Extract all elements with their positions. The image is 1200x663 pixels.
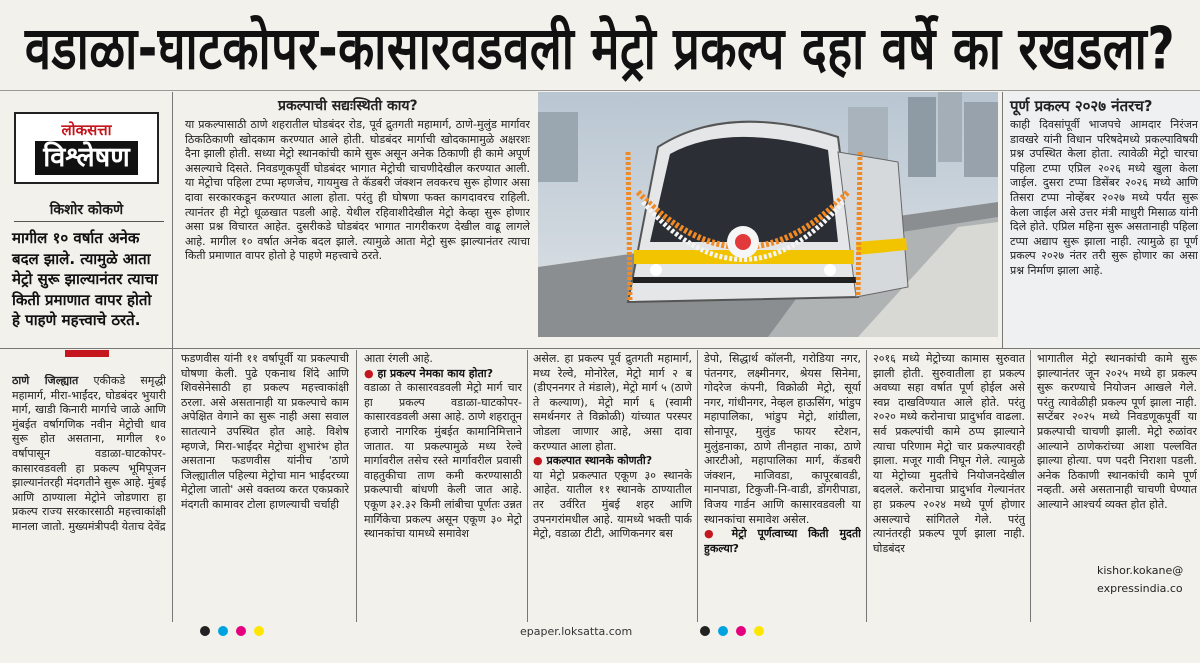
accent-bar [65, 350, 109, 357]
pull-quote: मागील १० वर्षात अनेक बदल झाले. त्यामुळे आता मेट्रो सुरू झाल्यानंतर त्याचा किती प्रमाणात वापर होतो हे पाहणे महत्त्वाचे ठरते. [12, 229, 158, 329]
sidebar-rule [1002, 92, 1003, 348]
column-1 [12, 374, 166, 620]
column-4 [533, 352, 692, 620]
author-signature: kishor.kokane@ expressindia.co [1097, 564, 1184, 595]
column-rule-4 [697, 350, 698, 622]
brand-top: लोकसत्ता [61, 121, 112, 139]
headline-text: वडाळा-घाटकोपर-कासारवडवली मेट्रो प्रकल्प दहा वर्षे का रखडला? [24, 14, 1176, 84]
column-5 [704, 352, 861, 620]
column-1-body: एकीकडे समृद्धी महामार्ग, मीरा-भाईंदर, घोडबंदर भुयारी मार्ग, खाडी किनारी मार्गाचे जाळे आणि मुंबईत वर्षागणिक नवीन मेट्रोची धाव सुरू होत असताना, मागील १० वर्षापासून वडाळा-घाटकोपर-कासारवडवली हा प्रकल्प भूमिपूजन झाल्यानंतरही मंदगतीने सुरू आहे. मुंबई आणि ठाण्याला मेट्रोने जोडणारा हा प्रकल्प राज्य सरकारसाठी महत्त्वाकांक्षी मानला जातो. मुख्यमंत्रीपदी येताच देवेंद्र [12, 374, 166, 533]
column-3 [364, 352, 522, 620]
column-2: फडणवीस यांनी ११ वर्षापूर्वी या प्रकल्पाची घोषणा केली. पुढे एकनाथ शिंदे आणि शिवसेनेसाठी हा प्रकल्प महत्त्वाकांक्षी ठरला. असे असतानाही या प्रकल्पाचे काम अपेक्षित वेगाने का सुरू नाही असा सवाल सातत्याने उपस्थित होत आहे. विशेष म्हणजे, मिरा-भाईंदर मेट्रोचा शुभारंभ होत असताना फडणवीस यांनीच 'ठाणे जिल्ह्यातील पहिल्या मेट्रोचा मान भाईंदरच्या मेट्रोला जातो' असे वक्तव्य करत एकप्रकारे मंदगती कामावर टोला हाणल्याची चर्चाही [181, 352, 349, 511]
column-rule-6 [1030, 350, 1031, 622]
column-4-body-2: या मेट्रो प्रकल्पात एकूण ३० स्थानके आहेत. यातील ११ स्थानके ठाण्यातील तर उर्वरित मुंबई शहर आणि उपनगरांमधील आहे. यामध्ये भक्ती पार्क मेट्रो, वडाळा टीटी, आणिकनगर बस [533, 468, 692, 541]
sidebar-body: काही दिवसांपूर्वी भाजपचे आमदार निरंजन डावखरे यांनी विधान परिषदेमध्ये प्रकल्पाविषयी प्रश्न उपस्थित केला होता. त्यावेळी मेट्रो चारचा पहिला टप्पा एप्रिल २०२६ मध्ये खुला केला जाईल. दुसरा टप्पा डिसेंबर २०२६ मध्ये आणि तिसरा टप्पा नोव्हेंबर २०२७ मध्ये पर्यंत सुरू केला जाईल असे उत्तर मंत्री माधुरी मिसाळ यांनी दिले होते. एप्रिल महिना सुरू असतानाही पहिला टप्पा अद्याप सुरू झाला नाही. त्यामुळे हा पूर्ण प्रकल्प २०२७ नंतर तरी सुरू होणार का असा प्रश्न निर्माण झाला आहे. [1010, 118, 1198, 277]
author-name: किशोर कोकणे [49, 202, 124, 218]
column-rule-1 [172, 92, 173, 622]
column-5-body: डेपो, सिद्धार्थ कॉलनी, गरोडिया नगर, पंतनगर, लक्ष्मीनगर, श्रेयस सिनेमा, गोदरेज कंपनी, विक्रोळी मेट्रो, सूर्या नगर, गांधीनगर, नेव्हल हाऊसिंग, भांडुप महापालिका, भांडुप मेट्रो, शांग्रीला, सोनापूर, मुलुंड फायर स्टेशन, मुलुंडनाका, ठाणे तीनहात नाका, ठाणे आरटीओ, महापालिका मार्ग, कॅडबरी जंक्शन, माजिवडा, कापूरबावडी, मानपाडा, टिकुजी-नि-वाडी, डोंगरीपाडा, विजय गार्डन आणि कासारवडवली या स्थानकांचा समावेश असेल. [704, 352, 861, 526]
headline-rule [0, 90, 1200, 91]
color-registration-right [700, 626, 764, 636]
column-rule-5 [866, 350, 867, 622]
footer-url: epaper.loksatta.com [520, 625, 633, 638]
status-body: या प्रकल्पासाठी ठाणे शहरातील घोडबंदर रोड, पूर्व द्रुतगती महामार्ग, ठाणे-मुलुंड मार्गावर ठिकठिकाणी खोदकाम करण्यात आले होती. घोडबंदर मार्गाची खोदकामामुळे अक्षरशः दैना झाली होती. सध्या मेट्रो स्थानकांची कामे सुरू असून अनेक ठिकाणी ही कामे अपूर्ण असल्याचे दिसते. निवडणूकपूर्वी घोडबंदर भागात मेट्रोची चाचणीदेखील करण्यात आली. या मेट्रोचा पहिला टप्पा म्हणजेच, गायमुख ते कॅडबरी जंक्शन लवकरच सुरू होणार असा दावा सरकारकडून करण्यात आला होता. परंतु ही घोषणा फक्त कागदावरच राहिली. त्यानंतर ही मेट्रो धूळखात पडली आहे. येथील रहिवाशीदेखील मेट्रो केव्हा सुरू होणार असा प्रश्न विचारत आहेत. दुसरीकडे घोडबंदर भागात नागरीकरण देखील वाढू लागले आहे. मागील १० वर्षात अनेक बदल झाले. त्यामुळे आता मेट्रो सुरू झाल्यानंतर त्याचा किती प्रमाणात वापर होतो हे पाहणे महत्त्वाचे ठरते. [185, 118, 530, 263]
column-rule-3 [527, 350, 528, 622]
column-4-body: असेल. हा प्रकल्प पूर्व द्रुतगती महामार्ग, मध्य रेल्वे, मोनोरेल, मेट्रो मार्ग २ ब (डीएननगर ते मंडाले), मेट्रो मार्ग ५ (ठाणे ते कल्याण), मेट्रो मार्ग ६ (स्वामी समर्थनगर ते विक्रोळी) यांच्यात परस्पर जोडला जाणार आहे, असा दावा करण्यात आला होता. [533, 352, 692, 453]
metro-train-photo [538, 92, 998, 337]
column-rule-2 [356, 350, 357, 622]
column-3-body: वडाळा ते कासारवडवली मेट्रो मार्ग चार हा प्रकल्प वडाळा-घाटकोपर-कासारवडवली असा आहे. ठाणे शहरातून हजारो नागरिक मुंबईत कामानिमित्ताने जातात. या प्रकल्पामुळे मध्य रेल्वे मार्गावरील तसेच रस्ते मार्गावरील प्रवासी वाहतुकीचा ताण कमी करण्यासाठी प्रकल्पाची बांधणी केली जात आहे. एकूण ३२.३२ किमी लांबीचा पूर्णतः उन्नत मार्गिकेचा प्रकल्प असून एकूण ३० मेट्रो स्थानकांचा यामध्ये समावेश [364, 381, 522, 541]
column-3-intro: आता रंगली आहे. [364, 352, 433, 365]
section-rule [0, 348, 1200, 349]
color-registration-left [200, 626, 264, 636]
column-3-subhead: ● हा प्रकल्प नेमका काय होता? [364, 366, 493, 380]
brand-bottom: विश्लेषण [35, 141, 138, 175]
column-4-subhead: ● प्रकल्पात स्थानके कोणती? [533, 454, 653, 468]
sidebar-heading: पूर्ण प्रकल्प २०२७ नंतरच? [1010, 97, 1153, 115]
brand-logo [14, 112, 159, 184]
column-5-subhead: ● मेट्रो पूर्णत्वाच्या किती मुदती हुकल्या? [704, 527, 861, 555]
column-7: भागातील मेट्रो स्थानकांची कामे सुरू झाल्यानंतर जून २०२५ मध्ये हा प्रकल्प सुरू करण्याचे नियोजन आखले गेले. परंतु त्यावेळीही प्रकल्प पूर्ण झाला नाही. सप्टेंबर २०२५ मध्ये निवडणूकपूर्वी या प्रकल्पाची चाचणी झाली. मेट्रो रुळांवर आल्याने ठाणेकरांच्या आशा पल्लवित झाल्या होत्या. पण पदरी निराशा पडली. अनेक ठिकाणी स्थानकांची कामे पूर्ण नव्हती. असे असतानाही चाचणी घेण्यात आल्याने आश्चर्य व्यक्त होत होते. [1037, 352, 1197, 511]
column-6: २०१६ मध्ये मेट्रोच्या कामास सुरुवात झाली होती. सुरुवातीला हा प्रकल्प अवघ्या सहा वर्षात पूर्ण होईल असे स्वप्न दाखविण्यात आले होते. परंतु २०२० मध्ये करोनाचा प्रादुर्भाव वाढला. सर्व प्रकल्पांची कामे ठप्प झाल्याने त्याचा परिणाम मेट्रो चार प्रकल्पावरही झाला. मजूर गावी निघून गेले. त्यामुळे या मेट्रोच्या मुदतीचे नियोजनदेखील बदलले. करोनाचा प्रादुर्भाव गेल्यानंतर हा प्रकल्प २०२४ मध्ये पूर्ण होणार असल्याचे सांगितले गेले. परंतु त्यानंतरही प्रकल्प पूर्ण झाला नाही. घोडबंदर [873, 352, 1025, 555]
author-rule [14, 221, 164, 222]
column-1-lead: ठाणे जिल्ह्यात [12, 374, 79, 387]
headline [0, 0, 1200, 92]
metro-train-illustration [538, 92, 998, 337]
status-heading: प्रकल्पाची सद्यःस्थिती काय? [278, 98, 418, 114]
